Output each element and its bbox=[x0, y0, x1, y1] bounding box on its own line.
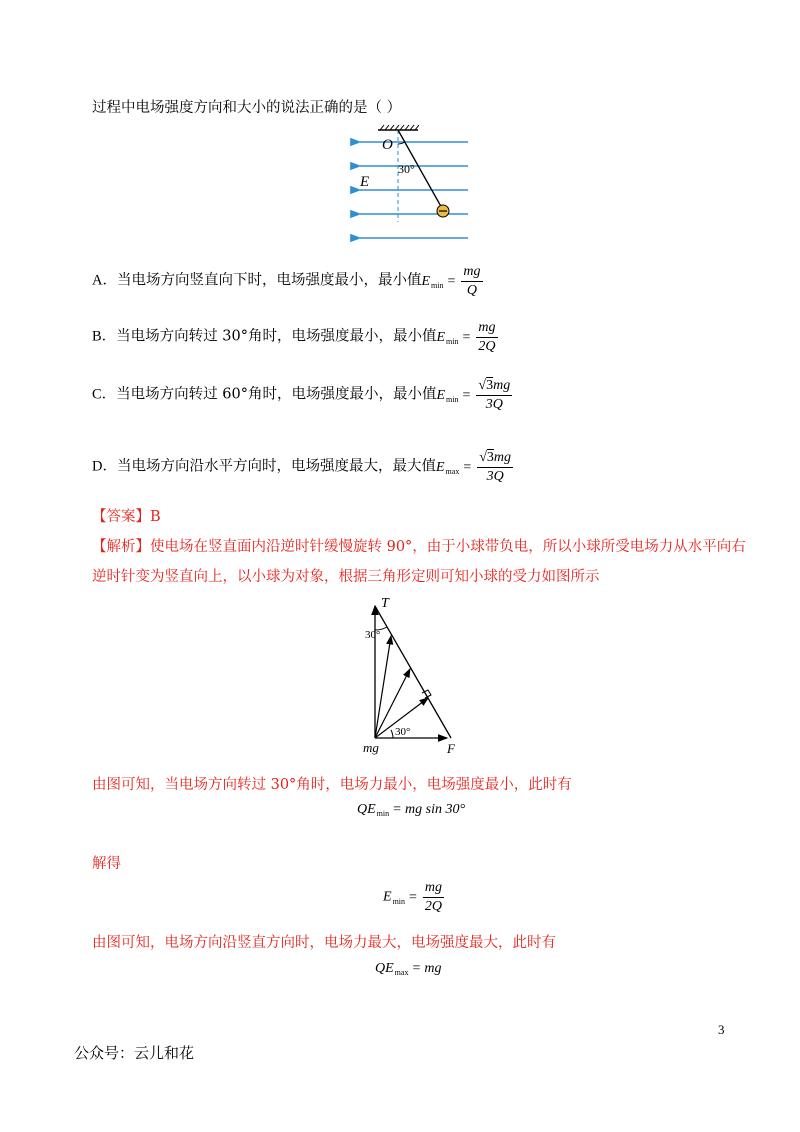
equation-2: $E_{min}$ = $\frac{mg}{2Q}$ bbox=[383, 880, 443, 914]
footer-account: 公众号：云儿和花 bbox=[74, 1044, 195, 1062]
label-T: T bbox=[381, 596, 389, 611]
label-F: F bbox=[447, 741, 455, 756]
option-c: C．当电场方向转过 60°角时，电场强度最小，最小值$E_{min}$ = $\frac{√3mg}{3Q}$ bbox=[92, 378, 511, 412]
label-O: O bbox=[382, 137, 393, 153]
analysis-line-2: 逆时针变为竖直向上，以小球为对象，根据三角形定则可知小球的受力如图所示 bbox=[92, 569, 600, 585]
force-triangle-figure bbox=[355, 594, 465, 756]
equation-3: $QE_{max}$ = mg bbox=[375, 961, 442, 977]
page-number: 3 bbox=[718, 1022, 725, 1037]
answer-line: 【答案】B bbox=[92, 509, 161, 525]
analysis-line-4: 解得 bbox=[92, 856, 121, 872]
pendulum-field-figure bbox=[340, 122, 480, 252]
option-a: A．当电场方向竖直向下时，电场强度最小，最小值$E_{min}$ = $\frac{mg}{Q}$ bbox=[92, 264, 481, 298]
label-angle-30: 30° bbox=[398, 162, 415, 176]
label-bottom-angle: 30° bbox=[395, 726, 411, 738]
label-E: E bbox=[360, 174, 370, 190]
analysis-line-5: 由图可知，电场方向沿竖直方向时，电场力最大，电场强度最大，此时有 bbox=[92, 935, 556, 951]
question-stem: 过程中电场强度方向和大小的说法正确的是（ ） bbox=[92, 100, 402, 116]
analysis-line-3: 由图可知，当电场方向转过 30°角时，电场力最小，电场强度最小，此时有 bbox=[92, 777, 572, 793]
equation-1: $QE_{min}$ = mg sin 30° bbox=[357, 802, 466, 818]
label-mg: mg bbox=[363, 740, 379, 755]
analysis-line-1: 【解析】使电场在竖直面内沿逆时针缓慢旋转 90°，由于小球带负电，所以小球所受电场力从水平向右 bbox=[92, 539, 746, 555]
option-d: D．当电场方向沿水平方向时，电场强度最大，最大值$E_{max}$ = $\frac{√3mg}{3Q}$ bbox=[92, 450, 512, 484]
option-b: B．当电场方向转过 30°角时，电场强度最小，最小值$E_{min}$ = $\frac{mg}{2Q}$ bbox=[92, 320, 496, 354]
label-top-angle: 30° bbox=[365, 629, 381, 641]
